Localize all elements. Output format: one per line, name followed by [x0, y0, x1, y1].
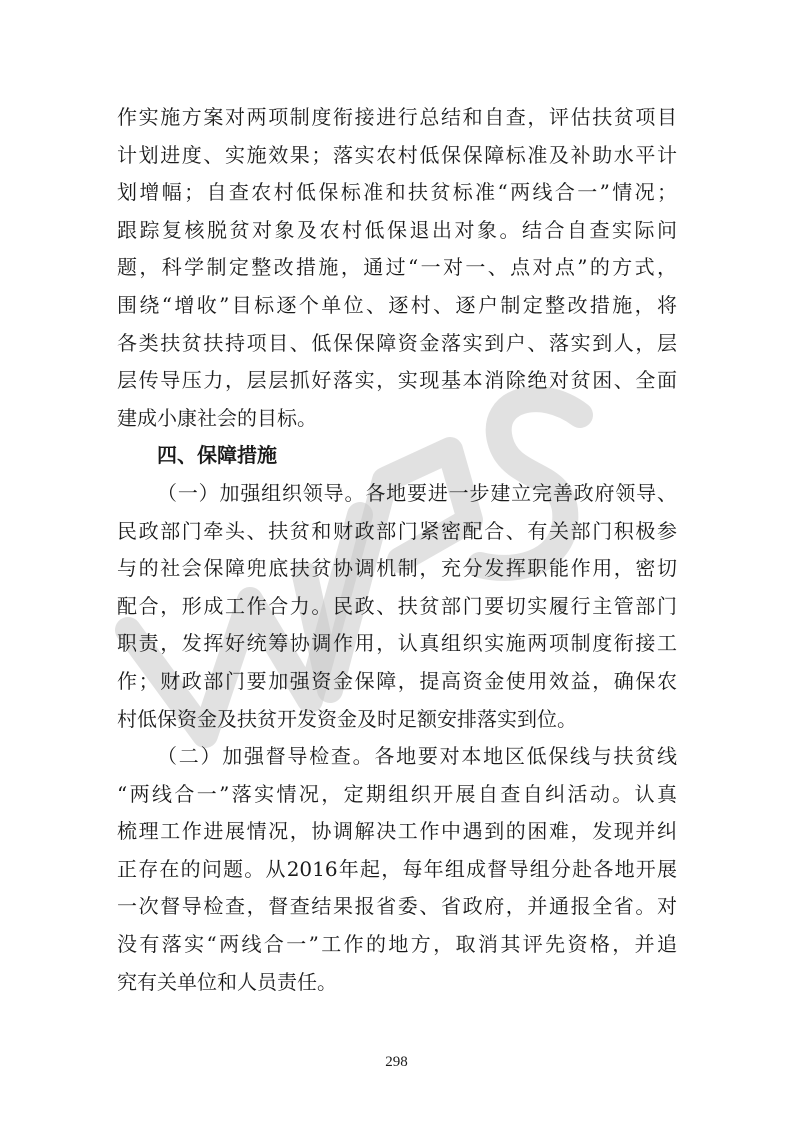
paragraph-line: （一）加强组织领导。各地要进一步建立完善政府领导、 — [157, 480, 677, 505]
paragraph-line: 题，科学制定整改措施，通过“一对一、点对点”的方式， — [117, 255, 677, 280]
paragraph-line: 层传导压力，层层抓好落实，实现基本消除绝对贫困、全面 — [117, 368, 677, 393]
paragraph-line: 没有落实“两线合一”工作的地方，取消其评先资格，并追 — [117, 932, 677, 957]
paragraph-line: 计划进度、实施效果；落实农村低保保障标准及补助水平计 — [117, 142, 677, 167]
paragraph-line: 作实施方案对两项制度衔接进行总结和自查，评估扶贫项目 — [117, 105, 677, 129]
paragraph-line: 跟踪复核脱贫对象及农村低保退出对象。结合自查实际问 — [117, 217, 677, 242]
paragraph-line: 一次督导检查，督查结果报省委、省政府，并通报全省。对 — [117, 894, 677, 919]
paragraph-line: 职责，发挥好统筹协调作用，认真组织实施两项制度衔接工 — [117, 631, 677, 656]
paragraph-line: 配合，形成工作合力。民政、扶贫部门要切实履行主管部门 — [117, 593, 677, 618]
paragraph-line: 作；财政部门要加强资金保障，提高资金使用效益，确保农 — [117, 668, 677, 693]
paragraph-line: 建成小康社会的目标。 — [117, 405, 317, 430]
paragraph-line: 村低保资金及扶贫开发资金及时足额安排落实到位。 — [117, 706, 577, 731]
page-number: 298 — [385, 1054, 408, 1070]
paragraph-line: 梳理工作进展情况，协调解决工作中遇到的困难，发现并纠 — [117, 819, 677, 844]
section-heading: 四、保障措施 — [157, 443, 277, 468]
paragraph-line: “两线合一”落实情况，定期组织开展自查自纠活动。认真 — [117, 781, 677, 806]
paragraph-line: 围绕“增收”目标逐个单位、逐村、逐户制定整改措施，将 — [117, 292, 677, 317]
paragraph-line: 与的社会保障兜底扶贫协调机制，充分发挥职能作用，密切 — [117, 556, 677, 581]
paragraph-line: （二）加强督导检查。各地要对本地区低保线与扶贫线 — [157, 744, 677, 769]
paragraph-line: 民政部门牵头、扶贫和财政部门紧密配合、有关部门积极参 — [117, 518, 677, 543]
paragraph-line: 正存在的问题。从2016年起，每年组成督导组分赴各地开展 — [117, 856, 677, 881]
paragraph-line: 各类扶贫扶持项目、低保保障资金落实到户、落实到人，层 — [117, 330, 677, 355]
document-body — [117, 99, 677, 1001]
paragraph-line: 划增幅；自查农村低保标准和扶贫标准“两线合一”情况； — [117, 180, 677, 205]
paragraph-line: 究有关单位和人员责任。 — [117, 969, 337, 994]
